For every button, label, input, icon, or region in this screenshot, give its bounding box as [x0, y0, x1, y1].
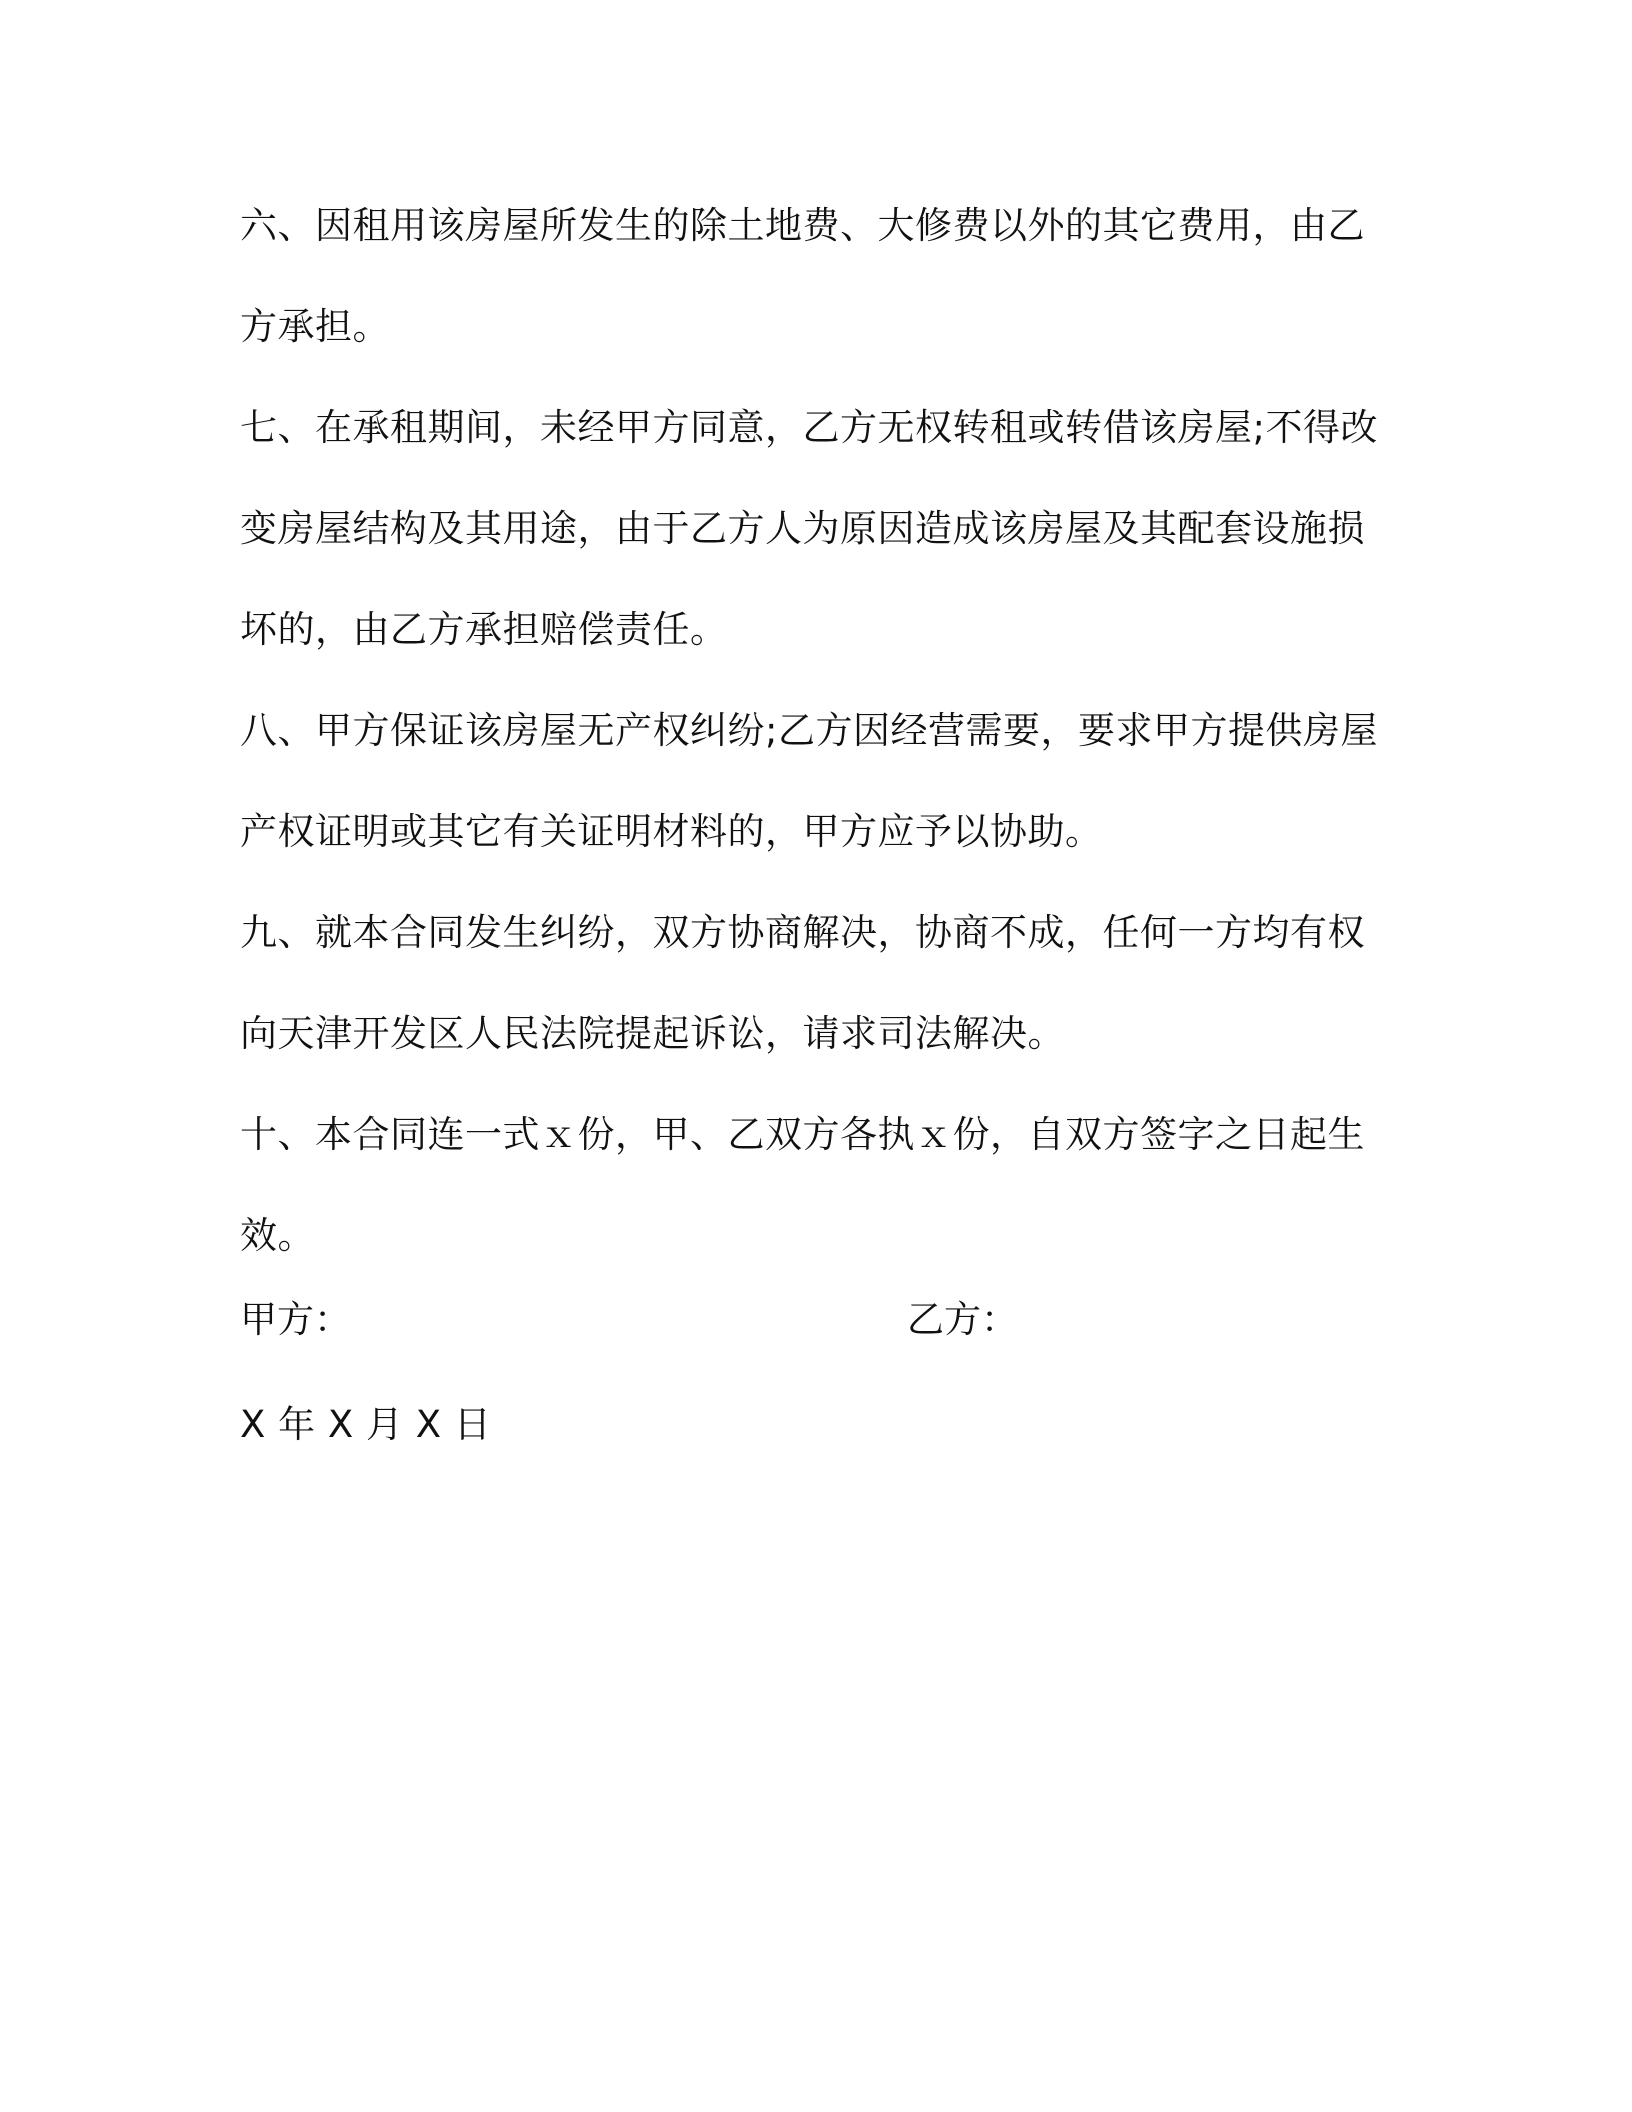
clause-ten: 十、本合同连一式ｘ份，甲、乙双方各执ｘ份，自双方签字之日起生效。 — [240, 1113, 1365, 1257]
party-b-label: 乙方： — [907, 1298, 1018, 1341]
signing-date: X 年 X 月 X 日 — [240, 1403, 492, 1446]
clause-seven: 七、在承租期间，未经甲方同意，乙方无权转租或转借该房屋;不得改变房屋结构及其用途，由于乙方人为原因造成该房屋及其配套设施损坏的，由乙方承担赔偿责任。 — [240, 406, 1378, 651]
contract-clauses — [240, 175, 1390, 1286]
party-a-label: 甲方： — [240, 1298, 351, 1341]
signature-row — [240, 1290, 1390, 1350]
clause-nine: 九、就本合同发生纠纷，双方协商解决，协商不成，任何一方均有权向天津开发区人民法院提起诉讼，请求司法解决。 — [240, 911, 1365, 1055]
clause-six: 六、因租用该房屋所发生的除土地费、大修费以外的其它费用，由乙方承担。 — [240, 204, 1365, 348]
clause-eight: 八、甲方保证该房屋无产权纠纷;乙方因经营需要，要求甲方提供房屋产权证明或其它有关证明材料的，甲方应予以协助。 — [240, 709, 1378, 853]
